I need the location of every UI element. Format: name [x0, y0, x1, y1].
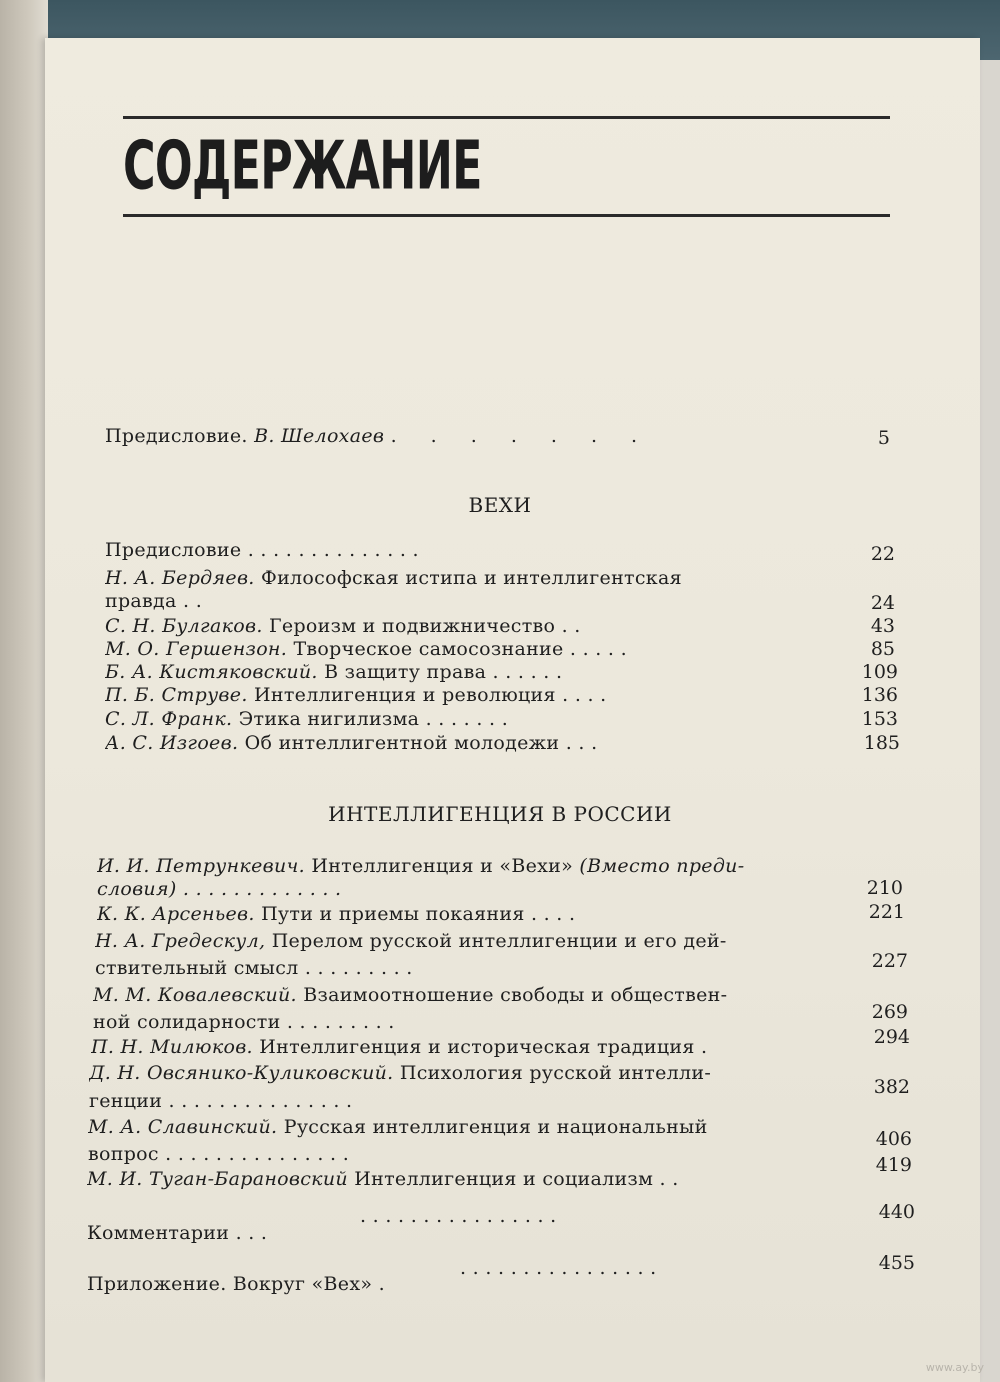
- entry-title: Предисловие.: [105, 425, 248, 447]
- section-heading: ВЕХИ: [468, 493, 532, 517]
- entry-page: 43: [870, 615, 895, 637]
- entry-line: ствительный смысл . . . . . . . . .: [95, 957, 413, 979]
- toc-entry-comments: [87, 1218, 487, 1248]
- entry-line: Героизм и подвижничество . .: [269, 615, 581, 637]
- entry-line: генции . . . . . . . . . . . . . . .: [89, 1090, 353, 1112]
- entry-line: вопрос . . . . . . . . . . . . . . .: [88, 1143, 350, 1165]
- entry-line: . . . . . . . . . . . . . . . .: [360, 1205, 557, 1227]
- toc-entry: [105, 728, 845, 758]
- entry-line: ной солидарности . . . . . . . . .: [93, 1011, 395, 1033]
- entry-page: 382: [873, 1076, 910, 1098]
- entry-author: А. С. Изгоев.: [105, 732, 239, 754]
- entry-page: 221: [868, 901, 905, 923]
- entry-line: Интеллигенция и социализм . .: [354, 1168, 679, 1190]
- toc-entry-appendix: [87, 1269, 547, 1299]
- entry-line: Перелом русской интеллигенции и его дей-: [271, 930, 727, 952]
- entry-line: Этика нигилизма . . . . . . .: [238, 708, 509, 730]
- entry-line: словия) . . . . . . . . . . . . .: [97, 878, 342, 900]
- entry-author: Н. А. Бердяев.: [105, 567, 255, 589]
- entry-line: . . . . . . . . . . . . . . . .: [460, 1257, 657, 1279]
- entry-page: 210: [866, 877, 903, 899]
- entry-author: П. Б. Струве.: [105, 684, 248, 706]
- entry-page: 185: [863, 732, 900, 754]
- toc-entry: [89, 1058, 859, 1088]
- entry-author: М. А. Славинский.: [88, 1116, 278, 1138]
- entry-note: (Вместо преди-: [579, 855, 745, 877]
- entry-line: Комментарии . . .: [87, 1222, 268, 1244]
- entry-author: Н. А. Гредескул,: [95, 930, 266, 952]
- entry-author: М. И. Туган-Барановский: [87, 1168, 348, 1190]
- toc-entry: [93, 980, 857, 1010]
- toc-entry: [105, 535, 845, 565]
- entry-page: 440: [878, 1201, 915, 1223]
- entry-line: Взаимоотношение свободы и обществен-: [303, 984, 728, 1006]
- entry-line: Об интеллигентной молодежи . . .: [244, 732, 598, 754]
- entry-line: Пути и приемы покаяния . . . .: [261, 903, 576, 925]
- section-heading: ИНТЕЛЛИГЕНЦИЯ В РОССИИ: [328, 802, 672, 826]
- entry-page: 269: [871, 1001, 908, 1023]
- watermark: www.ay.by: [925, 1361, 984, 1374]
- page-title: СОДЕРЖАНИЕ: [123, 126, 482, 206]
- entry-line: Интеллигенция и историческая традиция .: [259, 1036, 708, 1058]
- entry-page: 455: [878, 1252, 915, 1274]
- entry-author: М. О. Гершензон.: [105, 638, 288, 660]
- entry-author: Д. Н. Овсянико-Куликовский.: [89, 1062, 394, 1084]
- entry-author: К. К. Арсеньев.: [97, 903, 255, 925]
- entry-line: Творческое самосознание . . . . .: [293, 638, 627, 660]
- entry-line: Предисловие . . . . . . . . . . . . . .: [105, 539, 419, 561]
- entry-author: С. Л. Франк.: [105, 708, 233, 730]
- entry-page: 85: [870, 638, 895, 660]
- entry-author: Б. А. Кистяковский.: [105, 661, 318, 683]
- toc-entry: [87, 1164, 857, 1194]
- entry-author: И. И. Петрункевич.: [97, 855, 305, 877]
- entry-line: Интеллигенция и революция . . . .: [254, 684, 607, 706]
- entry-page: 406: [875, 1128, 912, 1150]
- entry-page: 109: [861, 661, 898, 683]
- toc-entry: [88, 1112, 860, 1142]
- entry-line: Приложение. Вокруг «Вех» .: [87, 1273, 385, 1295]
- entry-author: П. Н. Милюков.: [91, 1036, 253, 1058]
- toc-entry: [97, 899, 857, 929]
- toc-entry: [95, 926, 857, 956]
- entry-page: 136: [861, 684, 898, 706]
- entry-line: Психология русской интелли-: [399, 1062, 712, 1084]
- entry-page: 22: [870, 543, 895, 565]
- entry-line: В защиту права . . . . . .: [324, 661, 563, 683]
- entry-author: С. Н. Булгаков.: [105, 615, 263, 637]
- entry-page: 5: [877, 427, 890, 449]
- entry-page: 419: [875, 1154, 912, 1176]
- entry-line: правда . .: [105, 590, 203, 612]
- toc-entry-continuation: [95, 953, 835, 983]
- entry-line: Русская интеллигенция и национальный: [283, 1116, 708, 1138]
- entry-leader: . . . . . . .: [390, 425, 652, 447]
- toc-entry-preface: [105, 421, 845, 451]
- entry-page: 153: [861, 708, 898, 730]
- entry-author: В. Шелохаев: [254, 425, 385, 447]
- entry-page: 294: [873, 1026, 910, 1048]
- entry-page: 24: [870, 592, 895, 614]
- entry-line: Интеллигенция и «Вехи»: [311, 855, 574, 877]
- entry-author: М. М. Ковалевский.: [93, 984, 297, 1006]
- entry-line: Философская истипа и интеллигентская: [261, 567, 682, 589]
- entry-page: 227: [871, 950, 908, 972]
